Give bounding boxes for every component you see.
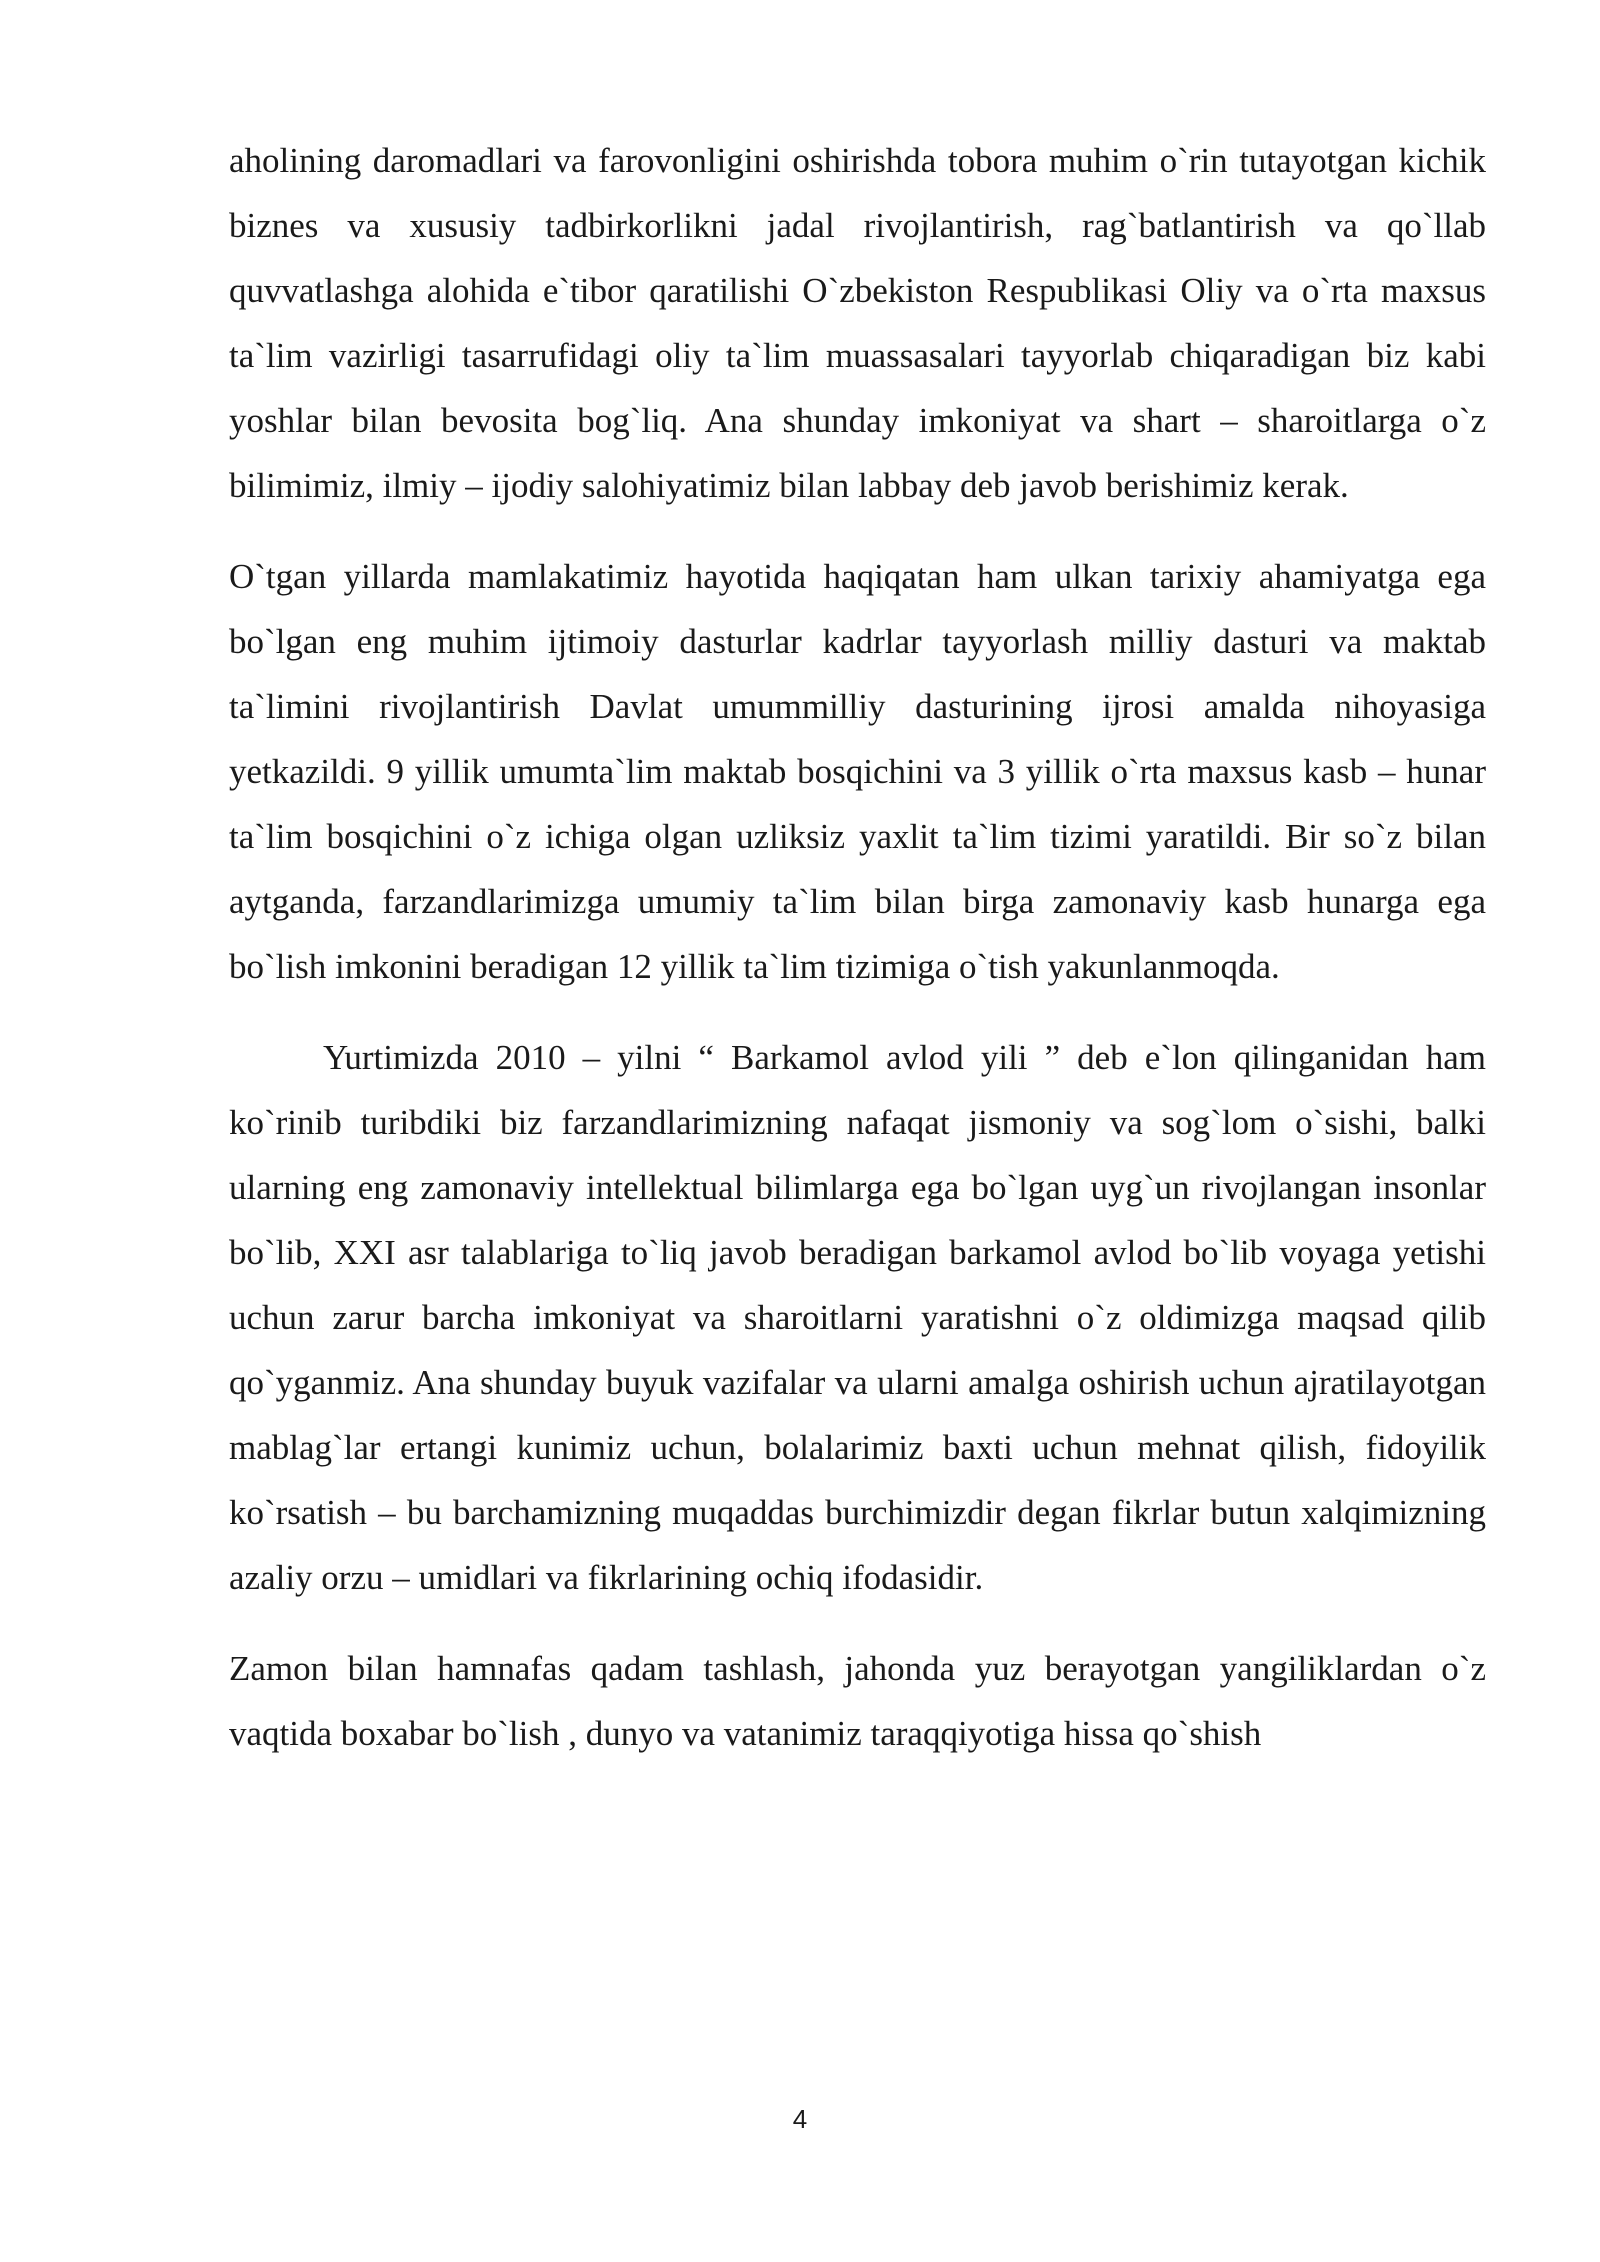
page-number: 4 (792, 2104, 808, 2134)
body-text (229, 128, 1486, 1766)
paragraph-1: aholining daromadlari va farovonligini oshirishda tobora muhim o`rin tutayotgan kichik biznes va xususiy tadbirkorlikni jadal rivojlantirish, rag`batlantirish va qo`llab quvvatlashga alohida e`tibor qaratilishi O`zbekiston Respublikasi Oliy va o`rta maxsus ta`lim vazirligi tasarrufidagi oliy ta`lim muassasalari tayyorlab chiqaradigan biz kabi yoshlar bilan bevosita bog`liq. Ana shunday imkoniyat va shart – sharoitlarga o`z bilimimiz, ilmiy – ijodiy salohiyatimiz bilan labbay deb javob berishimiz kerak. (229, 141, 1486, 505)
paragraph-4: Zamon bilan hamnafas qadam tashlash, jahonda yuz berayotgan yangiliklardan o`z vaqtida boxabar bo`lish , dunyo va vatanimiz taraqqiyotiga hissa qo`shish (229, 1649, 1486, 1753)
paragraph-3: Yurtimizda 2010 – yilni “ Barkamol avlod yili ” deb e`lon qilinganidan ham ko`rinib turibdiki biz farzandlarimizning nafaqat jismoniy va sog`lom o`sishi, balki ularning eng zamonaviy intellektual bilimlarga ega bo`lgan uyg`un rivojlangan insonlar bo`lib, XXI asr talablariga to`liq javob beradigan barkamol avlod bo`lib voyaga yetishi uchun zarur barcha imkoniyat va sharoitlarni yaratishni o`z oldimizga maqsad qilib qo`yganmiz. Ana shunday buyuk vazifalar va ularni amalga oshirish uchun ajratilayotgan mablag`lar ertangi kunimiz uchun, bolalarimiz baxti uchun mehnat qilish, fidoyilik ko`rsatish – bu barchamizning muqaddas burchimizdir degan fikrlar butun xalqimizning azaliy orzu – umidlari va fikrlarining ochiq ifodasidir. (229, 1038, 1486, 1597)
paragraph-2: O`tgan yillarda mamlakatimiz hayotida haqiqatan ham ulkan tarixiy ahamiyatga ega bo`lgan eng muhim ijtimoiy dasturlar kadrlar tayyorlash milliy dasturi va maktab ta`limini rivojlantirish Davlat umummilliy dasturining ijrosi amalda nihoyasiga yetkazildi. 9 yillik umumta`lim maktab bosqichini va 3 yillik o`rta maxsus kasb – hunar ta`lim bosqichini o`z ichiga olgan uzliksiz yaxlit ta`lim tizimi yaratildi. Bir so`z bilan aytganda, farzandlarimizga umumiy ta`lim bilan birga zamonaviy kasb hunarga ega bo`lish imkonini beradigan 12 yillik ta`lim tizimiga o`tish yakunlanmoqda. (229, 557, 1486, 986)
